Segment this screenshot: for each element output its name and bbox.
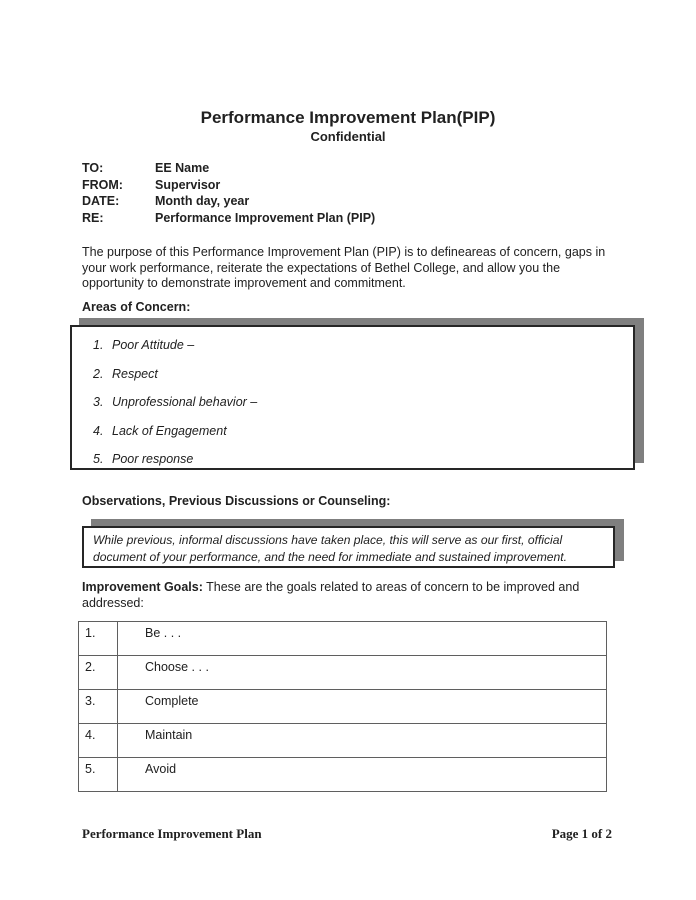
concern-item-number: 4. [93, 423, 104, 438]
goal-number-cell: 4. [79, 724, 118, 758]
concern-item-text: Respect [112, 366, 158, 381]
concern-item-number: 3. [93, 395, 104, 409]
concern-item [93, 452, 633, 466]
areas-of-concern-list [72, 338, 633, 466]
goal-text-cell: Avoid [118, 758, 607, 792]
footer-title: Performance Improvement Plan [82, 826, 262, 841]
goal-number-cell: 2. [79, 656, 118, 690]
goal-text-cell: Be . . . [118, 622, 607, 656]
goal-row [79, 724, 607, 758]
memo-value-to: EE Name [155, 161, 210, 175]
areas-of-concern-box [70, 325, 635, 470]
memo-row-date [82, 193, 375, 210]
goal-row [79, 622, 607, 656]
concern-item-number: 5. [93, 452, 104, 466]
memo-label-to: TO: [82, 161, 104, 175]
observations-box [82, 526, 615, 568]
concern-item [93, 367, 633, 381]
memo-label-date: DATE: [82, 194, 120, 208]
memo-row-to [82, 160, 375, 177]
observations-note: While previous, informal discussions have taken place, this will serve as our first, official document of your performance, and the need for immediate and sustained improvement. [93, 533, 567, 564]
improvement-goals-table [78, 621, 607, 792]
confidential-label: Confidential [310, 129, 386, 144]
goal-text-cell: Maintain [118, 724, 607, 758]
concern-item [93, 395, 633, 409]
document-title: Performance Improvement Plan(PIP) [200, 108, 496, 127]
purpose-paragraph: The purpose of this Performance Improvement Plan (PIP) is to defineareas of concern, gaps in your work performance, reiterate the expectations of Bethel College, and allow you the opportunity to demonstrate improvement and commitment. [82, 245, 606, 290]
memo-label-re: RE: [82, 210, 104, 225]
concern-item [93, 338, 633, 352]
concern-item-number: 1. [93, 338, 104, 352]
observations-heading: Observations, Previous Discussions or Counseling: [82, 494, 391, 508]
improvement-goals-paragraph [82, 579, 617, 611]
goal-number-cell: 3. [79, 690, 118, 724]
goal-row [79, 690, 607, 724]
goal-text-cell: Complete [118, 690, 607, 724]
areas-of-concern-heading: Areas of Concern: [82, 300, 191, 314]
footer-page-number: Page 1 of 2 [551, 826, 612, 841]
concern-item-number: 2. [93, 366, 104, 381]
concern-item-text: Poor Attitude – [112, 338, 195, 352]
improvement-goals-description: These are the goals related to areas of concern to be improved and addressed: [82, 580, 580, 610]
title-block [0, 108, 696, 145]
memo-header [82, 160, 375, 226]
goal-number-cell: 5. [79, 758, 118, 792]
memo-row-from [82, 177, 375, 194]
memo-value-from: Supervisor [155, 177, 221, 192]
improvement-goals-label: Improvement Goals: [82, 580, 203, 594]
concern-item-text: Unprofessional behavior – [112, 395, 258, 409]
page-footer [82, 826, 612, 842]
concern-item [93, 424, 633, 438]
goal-number-cell: 1. [79, 622, 118, 656]
memo-row-re [82, 210, 375, 227]
concern-item-text: Lack of Engagement [112, 423, 227, 438]
memo-label-from: FROM: [82, 177, 123, 192]
memo-value-re: Performance Improvement Plan (PIP) [155, 210, 376, 225]
goal-row [79, 758, 607, 792]
goal-row [79, 656, 607, 690]
concern-item-text: Poor response [112, 452, 194, 466]
memo-value-date: Month day, year [155, 194, 250, 208]
goal-text-cell: Choose . . . [118, 656, 607, 690]
